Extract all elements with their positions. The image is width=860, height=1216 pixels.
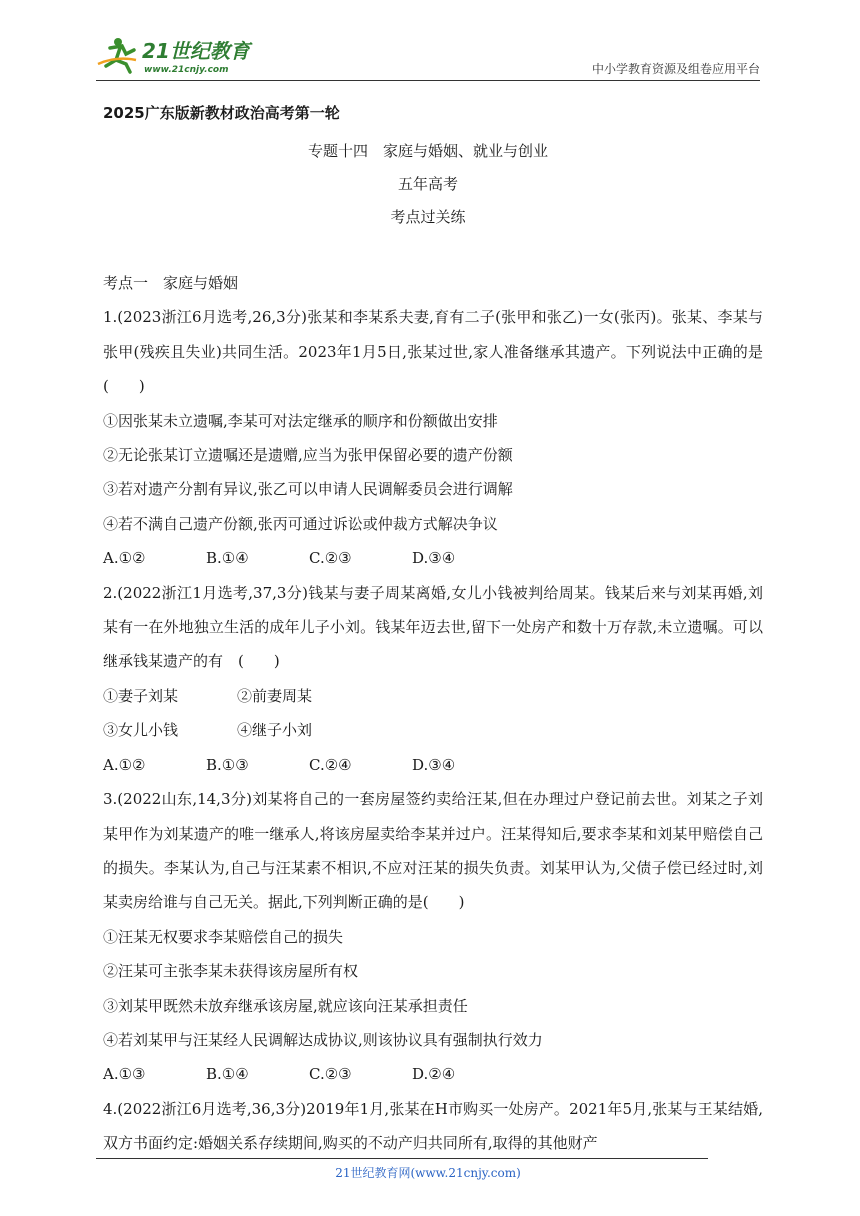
choice-c[interactable]: C.②③: [309, 549, 352, 568]
topic-title: 专题十四 家庭与婚姻、就业与创业: [307, 142, 548, 160]
option-item: ④若刘某甲与汪某经人民调解达成协议,则该协议具有强制执行效力: [103, 1030, 543, 1049]
choice-d[interactable]: D.②④: [412, 1065, 456, 1084]
question-stem-1: 1.(2023浙江6月选考,26,3分)张某和李某系夫妻,育有二子(张甲和张乙)一女(张丙)。张某、李某与张甲(残疾且失业)共同生活。2023年1月5日,张某过世,家人准备继承其遗产。下列说法中正确的是( ): [103, 308, 763, 396]
platform-tagline: 中小学教育资源及组卷应用平台: [591, 62, 760, 76]
answer-choices-2: [103, 748, 763, 782]
answer-choices-1: [103, 541, 763, 575]
choice-a[interactable]: A.①②: [103, 755, 146, 774]
logo-text: 21世纪教育: [142, 39, 250, 63]
header-divider: [96, 80, 760, 81]
choice-a[interactable]: A.①③: [103, 1065, 146, 1084]
option-item: ①妻子刘某: [103, 686, 179, 705]
section-heading: 考点一 家庭与婚姻: [103, 274, 239, 292]
logo-url: www.21cnjy.com: [144, 65, 229, 75]
document-title: 2025广东版新教材政治高考第一轮: [103, 104, 340, 122]
site-logo[interactable]: [96, 34, 266, 78]
question-stem-4: 4.(2022浙江6月选考,36,3分)2019年1月,张某在H市购买一处房产。2021年5月,张某与王某结婚,双方书面约定:婚姻关系存续期间,购买的不动产归共同所有,取得的其他财产: [103, 1099, 763, 1153]
option-item: ②前妻周某: [237, 686, 313, 705]
option-item: ④若不满自己遗产份额,张丙可通过诉讼或仲裁方式解决争议: [103, 514, 498, 533]
choice-b[interactable]: B.①④: [206, 549, 249, 568]
choice-d[interactable]: D.③④: [412, 755, 456, 774]
subtitle-practice: 考点过关练: [390, 208, 466, 226]
option-item: ②汪某可主张李某未获得该房屋所有权: [103, 962, 359, 981]
choice-a[interactable]: A.①②: [103, 549, 146, 568]
option-item: ④继子小刘: [237, 721, 313, 740]
answer-choices-3: [103, 1057, 763, 1091]
runner-logo-icon: [96, 34, 266, 78]
choice-b[interactable]: B.①④: [206, 1065, 249, 1084]
footer-divider: [96, 1158, 708, 1159]
option-item: ③刘某甲既然未放弃继承该房屋,就应该向汪某承担责任: [103, 996, 468, 1015]
page-header: [96, 34, 760, 82]
option-item: ②无论张某订立遗嘱还是遗赠,应当为张甲保留必要的遗产份额: [103, 446, 513, 465]
choice-d[interactable]: D.③④: [412, 549, 456, 568]
option-item: ③女儿小钱: [103, 721, 179, 740]
question-list: [103, 266, 763, 1161]
option-item: ①因张某未立遗嘱,李某可对法定继承的顺序和份额做出安排: [103, 411, 498, 430]
subtitle-five-years: 五年高考: [397, 175, 458, 193]
question-stem-2: 2.(2022浙江1月选考,37,3分)钱某与妻子周某离婚,女儿小钱被判给周某。钱某后来与刘某再婚,刘某有一在外地独立生活的成年儿子小刘。钱某年迈去世,留下一处房产和数十万存款,未立遗嘱。可以继承钱某遗产的有 ( ): [103, 583, 763, 671]
choice-b[interactable]: B.①③: [206, 755, 249, 774]
choice-c[interactable]: C.②③: [309, 1065, 352, 1084]
choice-c[interactable]: C.②④: [309, 755, 352, 774]
option-item: ③若对遗产分割有异议,张乙可以申请人民调解委员会进行调解: [103, 480, 513, 499]
option-item: ①汪某无权要求李某赔偿自己的损失: [103, 927, 344, 946]
question-stem-3: 3.(2022山东,14,3分)刘某将自己的一套房屋签约卖给汪某,但在办理过户登记前去世。刘某之子刘某甲作为刘某遗产的唯一继承人,将该房屋卖给李某并过户。汪某得知后,要求李某和刘某甲赔偿自己的损失。李某认为,自己与汪某素不相识,不应对汪某的损失负责。刘某甲认为,父债子偿已经过时,刘某卖房给谁与自己无关。据此,下列判断正确的是( ): [103, 790, 763, 912]
footer-link[interactable]: 21世纪教育网(www.21cnjy.com): [335, 1166, 521, 1180]
